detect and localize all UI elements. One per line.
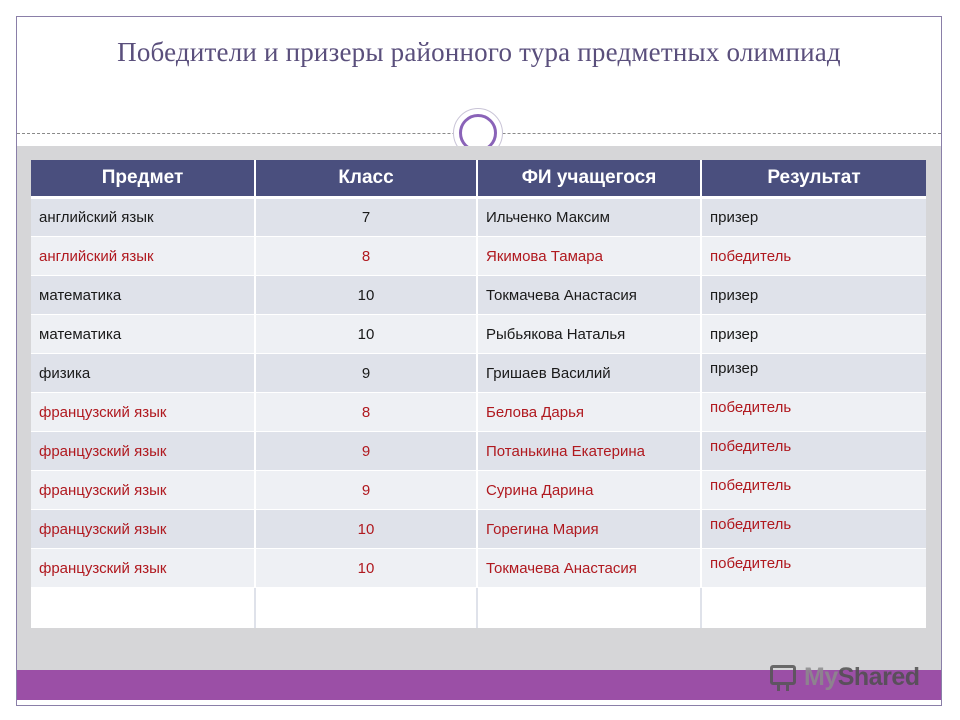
cell-result: призер [701,354,926,393]
cell-grade: 7 [255,198,477,237]
cell-empty [31,588,255,628]
table-row [31,549,926,588]
cell-empty [701,588,926,628]
cell-student: Потанькина Екатерина [477,432,701,471]
cell-subject: математика [31,315,255,354]
cell-subject: английский язык [31,237,255,276]
header-subject: Предмет [31,160,255,198]
cell-student: Ильченко Максим [477,198,701,237]
slide-title: Победители и призеры районного тура предметных олимпиад [117,37,841,67]
header-result: Результат [701,160,926,198]
watermark-part-shared: Shared [837,662,920,691]
cell-result: победитель [701,393,926,432]
watermark-logo-text [804,663,920,692]
cell-result: призер [701,276,926,315]
cell-grade: 10 [255,276,477,315]
cell-grade: 8 [255,237,477,276]
table-row [31,315,926,354]
presentation-screen-icon [768,661,798,693]
cell-grade: 10 [255,549,477,588]
cell-subject: французский язык [31,549,255,588]
myshared-watermark [768,657,920,697]
cell-empty [477,588,701,628]
table-row [31,510,926,549]
cell-student: Токмачева Анастасия [477,276,701,315]
cell-result: победитель [701,549,926,588]
cell-grade: 8 [255,393,477,432]
header-student: ФИ учащегося [477,160,701,198]
cell-grade: 10 [255,510,477,549]
cell-student: Якимова Тамара [477,237,701,276]
results-table [31,160,926,628]
cell-result: призер [701,315,926,354]
cell-student: Токмачева Анастасия [477,549,701,588]
cell-subject: французский язык [31,471,255,510]
cell-result: призер [701,198,926,237]
cell-student: Белова Дарья [477,393,701,432]
cell-result: победитель [701,237,926,276]
cell-student: Сурина Дарина [477,471,701,510]
cell-empty [255,588,477,628]
table-row-empty [31,588,926,628]
watermark-part-my: My [804,662,838,691]
cell-subject: английский язык [31,198,255,237]
cell-subject: французский язык [31,432,255,471]
table-row [31,354,926,393]
cell-grade: 9 [255,432,477,471]
cell-grade: 9 [255,471,477,510]
table-row [31,198,926,237]
cell-grade: 10 [255,315,477,354]
cell-student: Горегина Мария [477,510,701,549]
cell-grade: 9 [255,354,477,393]
cell-result: победитель [701,471,926,510]
table-row [31,237,926,276]
table-row [31,276,926,315]
cell-result: победитель [701,510,926,549]
cell-subject: французский язык [31,510,255,549]
header-grade: Класс [255,160,477,198]
cell-student: Рыбьякова Наталья [477,315,701,354]
cell-subject: математика [31,276,255,315]
table-row [31,393,926,432]
cell-subject: физика [31,354,255,393]
table-header-row [31,160,926,198]
cell-subject: французский язык [31,393,255,432]
cell-result: победитель [701,432,926,471]
cell-student: Гришаев Василий [477,354,701,393]
table-row [31,432,926,471]
table-row [31,471,926,510]
